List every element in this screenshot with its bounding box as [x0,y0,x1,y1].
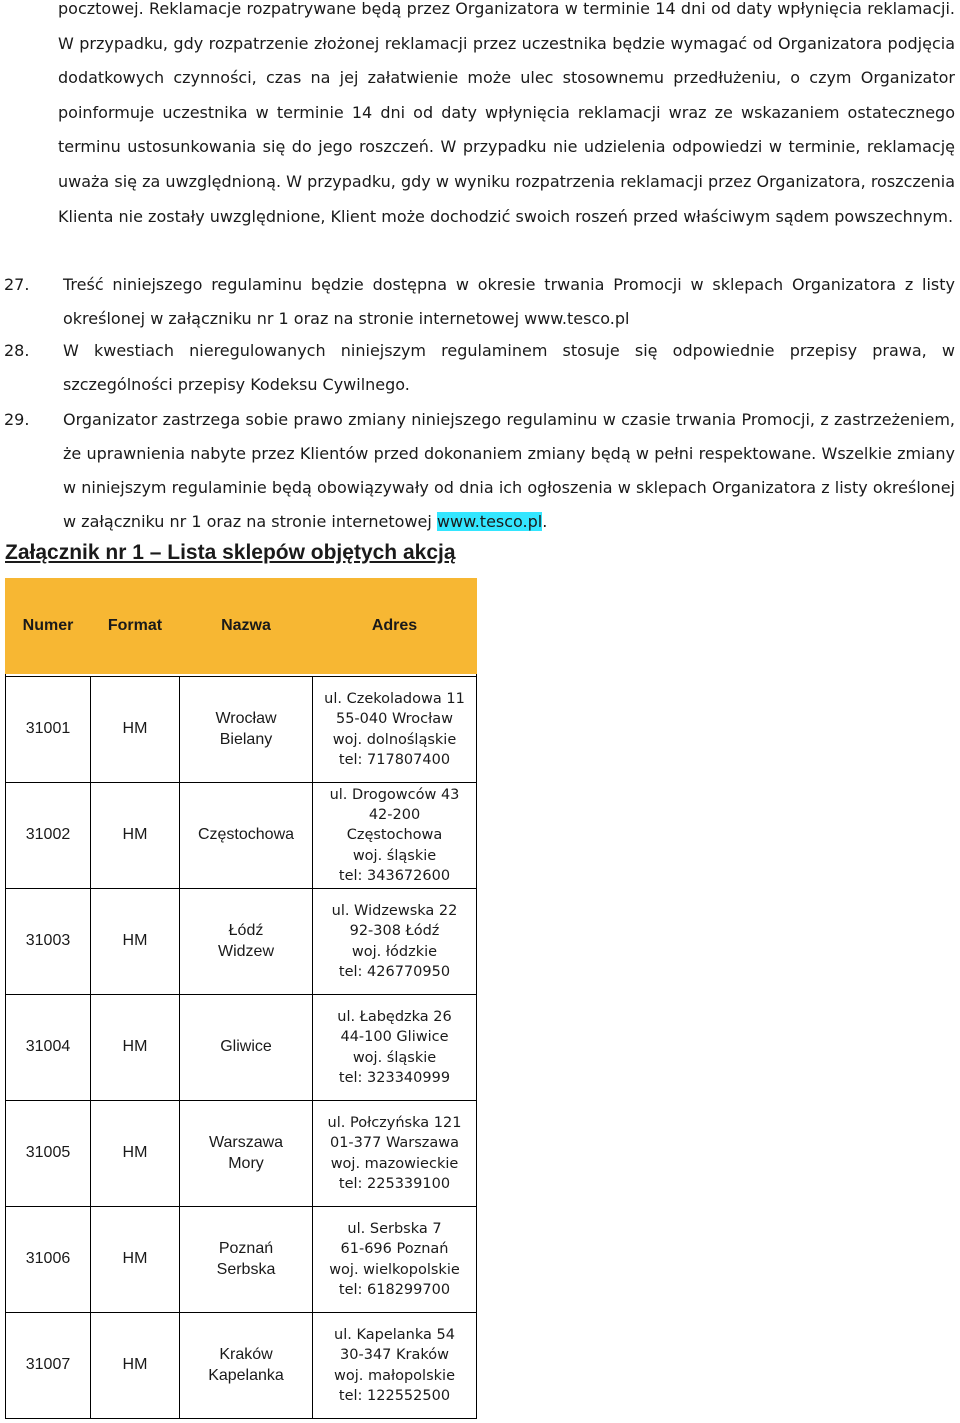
store-number: 31003 [6,889,91,995]
complaint-paragraph: pocztowej. Reklamacje rozpatrywane będą przez Organizatora w terminie 14 dni od daty wpłynięcia reklamacji. W przypadku, gdy rozpatrzenie złożonej reklamacji przez uczestnika będzie wymagać od Organizatora podjęcia dodatkowych czynności, czas na jej załatwienie może ulec stosownemu przedłużeniu, o czym Organizator poinformuje uczestnika w terminie 14 dni od daty wpłynięcia reklamacji wraz ze wskazaniem ostatecznego terminu ustosunkowania się do jego roszczeń. W przypadku nie udzielenia odpowiedzi w terminie, reklamację uważa się za uwzględnioną. W przypadku, gdy w wyniku rozpatrzenia reklamacji przez Organizatora, roszczenia Klienta nie zostały uwzględnione, Klient może dochodzić swoich roszeń przed właściwym sądem powszechnym. [58,0,955,226]
store-format: HM [91,889,180,995]
store-address-line: tel: 618299700 [338,1281,451,1298]
store-name-line: Poznań [218,1240,274,1257]
store-address-line: Częstochowa [346,827,443,844]
store-number: 31002 [6,783,91,889]
table-row [6,677,477,783]
store-name-line: Mory [228,1154,264,1172]
tesco-link[interactable]: www.tesco.pl [436,512,543,531]
store-address-line: woj. małopolskie [334,1367,455,1384]
header-adres: Adres [313,579,477,674]
header-format: Format [91,579,180,674]
store-address-line: ul. Łabędzka 26 [337,1008,452,1025]
store-name [180,677,313,783]
store-format: HM [91,995,180,1101]
store-address-line: 01-377 Warszawa [329,1135,460,1152]
store-format: HM [91,783,180,889]
table-header-row [6,579,477,674]
annex-title: Załącznik nr 1 – Lista sklepów objętych akcją [5,541,456,564]
store-address-line: 42-200 [368,807,421,824]
store-number: 31007 [6,1313,91,1419]
store-name [180,995,313,1101]
store-address-line: tel: 323340999 [338,1069,451,1086]
store-address [313,783,477,889]
store-address [313,1313,477,1419]
store-name-line: Widzew [217,942,274,960]
header-nazwa: Nazwa [180,579,313,674]
store-number: 31004 [6,995,91,1101]
clause-body: Organizator zastrzega sobie prawo zmiany niniejszego regulaminu w czasie trwania Promocji, z zastrzeżeniem, że uprawnienia nabyte przez Klientów przed dokonaniem zmiany będą w pełni respektowane. Wszelkie zmiany w niniejszym regulaminie będą obowiązywały od dnia ich ogłoszenia w sklepach Organizatora z listy określonej w załączniku nr 1 oraz na stronie internetowej [63,410,955,531]
store-name [180,1207,313,1313]
store-name-line: Bielany [219,730,273,748]
table-row [6,889,477,995]
store-address-line: ul. Kapelanka 54 [334,1326,455,1343]
store-name-line: Warszawa [208,1134,284,1151]
store-address-line: tel: 426770950 [338,963,451,980]
table-row [6,783,477,889]
store-address-line: 61-696 Poznań [340,1241,449,1258]
store-address-line: 92-308 Łódź [349,923,440,940]
clause-number: 28. [4,341,30,360]
store-address-line: 44-100 Gliwice [340,1029,449,1046]
store-address-line: tel: 225339100 [338,1175,451,1192]
store-address-line: ul. Połczyńska 121 [327,1114,462,1131]
clause-text: W kwestiach nieregulowanych niniejszym regulaminem stosuje się odpowiednie przepisy prawa, w szczególności przepisy Kodeksu Cywilnego. [63,341,955,394]
store-address-line: tel: 717807400 [338,751,451,768]
store-name-line: Kapelanka [208,1366,284,1384]
store-address-line: woj. śląskie [352,1049,437,1066]
store-format: HM [91,1207,180,1313]
store-number: 31005 [6,1101,91,1207]
clause-text: Treść niniejszego regulaminu będzie dostępna w okresie trwania Promocji w sklepach Organizatora z listy określonej w załączniku nr 1 oraz na stronie internetowej www.tesco.pl [63,275,955,328]
store-address-line: ul. Czekoladowa 11 [324,690,465,707]
table-row [6,1207,477,1313]
store-address [313,889,477,995]
store-name [180,1313,313,1419]
store-address [313,1101,477,1207]
store-address-line: tel: 343672600 [338,867,451,884]
store-address-line: ul. Serbska 7 [347,1220,442,1237]
store-address-line: 55-040 Wrocław [335,711,453,728]
store-name-line: Wrocław [215,710,277,727]
store-name [180,889,313,995]
store-name-line: Serbska [216,1260,276,1278]
store-address-line: tel: 122552500 [338,1387,451,1404]
store-address-line: ul. Widzewska 22 [331,902,458,919]
store-name-line: Gliwice [220,1038,272,1056]
store-name [180,1101,313,1207]
store-format: HM [91,1101,180,1207]
store-address-line: ul. Drogowców 43 [329,786,460,803]
header-numer: Numer [6,579,91,674]
store-address [313,677,477,783]
store-name-line: Łódź [228,922,264,939]
store-address-line: woj. śląskie [352,847,437,864]
store-name [180,783,313,889]
store-address-line: 30-347 Kraków [340,1347,449,1364]
table-row [6,1101,477,1207]
store-name-line: Kraków [219,1346,273,1363]
store-format: HM [91,677,180,783]
clause-tail: . [542,512,548,531]
clause-number: 27. [4,275,30,294]
table-row [6,1313,477,1419]
store-format: HM [91,1313,180,1419]
store-address [313,1207,477,1313]
store-address-line: woj. mazowieckie [330,1155,459,1172]
store-table-body [6,674,477,1419]
store-number: 31001 [6,677,91,783]
store-address [313,995,477,1101]
store-address-line: woj. dolnośląskie [332,731,457,748]
store-table [5,578,477,1419]
store-name-line: Częstochowa [197,826,295,844]
store-number: 31006 [6,1207,91,1313]
table-row [6,995,477,1101]
store-address-line: woj. łódzkie [351,943,438,960]
clause-text [63,403,955,539]
clause-number: 29. [4,410,30,429]
store-address-line: woj. wielkopolskie [329,1261,460,1278]
